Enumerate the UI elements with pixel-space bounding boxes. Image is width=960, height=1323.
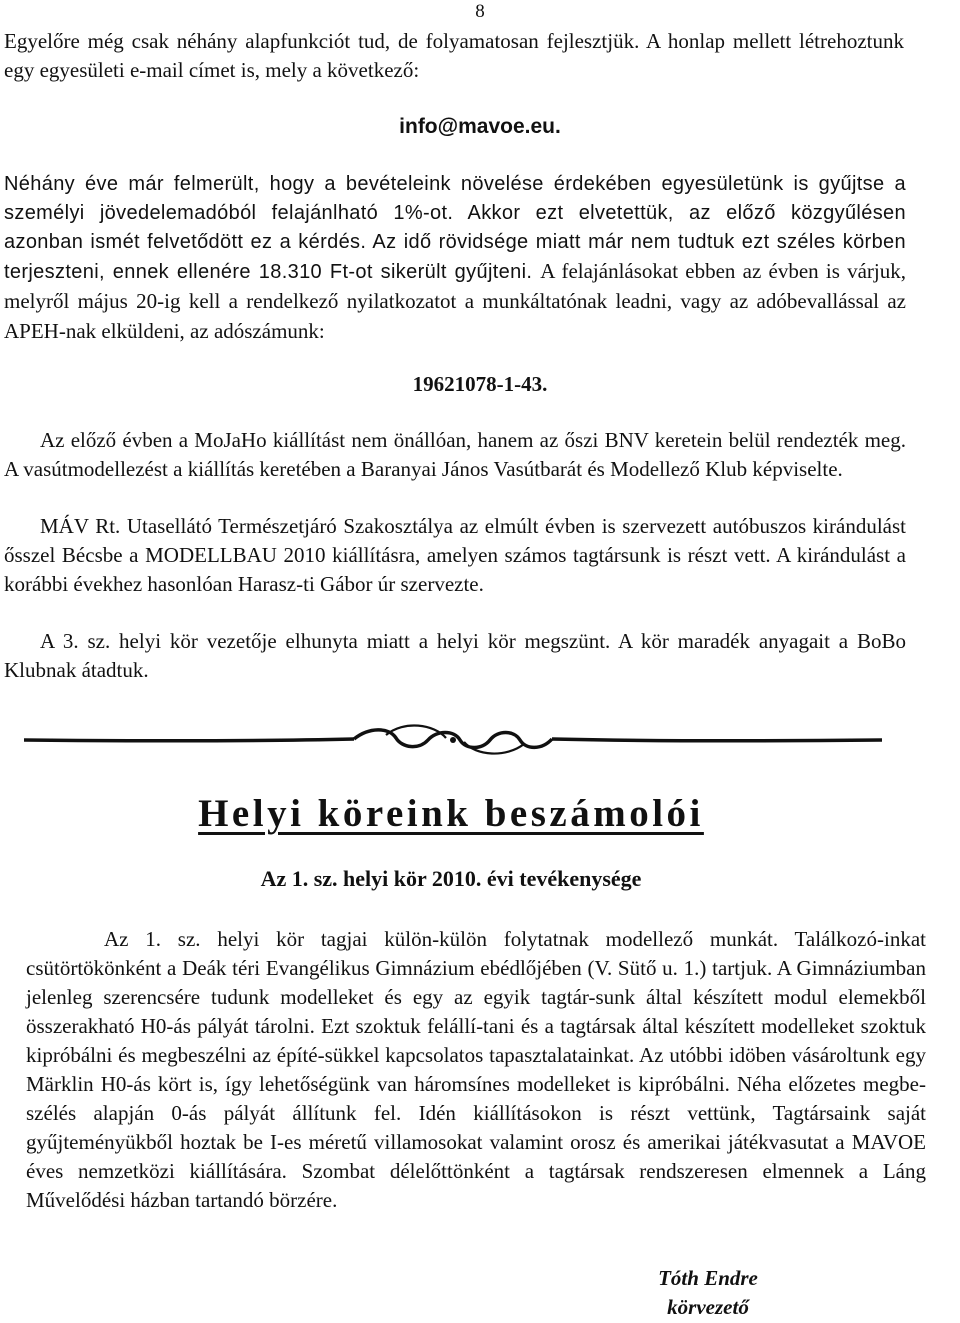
section-title: Helyi köreink beszámolói — [198, 792, 704, 835]
club-paragraph: A 3. sz. helyi kör vezetője elhunyta miatt a helyi kör megszünt. A kör maradék anyagait a BoBo Klubnak átadtuk. — [4, 629, 906, 682]
tax-number: 19621078-1-43. — [412, 372, 548, 396]
page-number: 8 — [475, 1, 485, 22]
signature-role: körvezető — [667, 1295, 749, 1319]
signature-name: Tóth Endre — [658, 1266, 758, 1290]
email-address: info@mavoe.eu. — [399, 115, 561, 138]
intro-paragraph: Egyelőre még csak néhány alapfunkciót tud, de folyamatosan fejlesztjük. A honlap mellett létrehoztunk egy egyesületi e-mail címet is, mely a következő: — [4, 29, 904, 82]
mojaho-paragraph: Az előző évben a MoJaHo kiállítást nem önállóan, hanem az őszi BNV keretein belül rendezték meg. A vasútmodellezést a kiállítás keretében a Baranyai János Vasútbarát és Modellező Klub képviselte. — [4, 428, 906, 481]
tax-paragraph-first: Néhány éve már felmerült, hogy a bevételeink növelése érdekében egyesületünk is gyűjtse a személyi jövedelemadóból felajánlható 1%-ot. Akkor ezt elvetettük, az előző közgyűlésen azonban ismét felvetődött ez a kérdés. Az idő rövidsége miatt már nem tudtuk ezt széles körben terjeszteni, ennek ellenére 18.310 Ft-ot sikerült gyűjteni. — [4, 173, 906, 283]
sub-title: Az 1. sz. helyi kör 2010. évi tevékenysége — [260, 866, 642, 891]
tax-paragraph-second: A felajánlásokat ebben az évben is várjuk, melyről május 20-ig kell a rendelkező nyilatkozatot a munkáltatónak leadni, vagy az adóbevallással az APEH-nak elküldeni, az adószámunk: — [4, 259, 906, 343]
tax-paragraph — [4, 170, 906, 347]
report-paragraph: Az 1. sz. helyi kör tagjai külön-külön folytatnak modellező munkát. Találkozó-inkat csütörtökönként a Deák téri Evangélikus Gimnázium ebédlőjében (V. Sütő u. 1.) tartjuk. A Gimnáziumban jelenleg szerencsére tudunk modelleket és egy az egyik tagtár-sunk által készített modul elemekből összerakható H0-ás pályát tárolni. Ezt szoktuk felállí-tani és a tagtársak által készített modelleket szoktuk kipróbálni és megbeszélni az építé-sükkel kapcsolatos tapasztalatainkat. Az utóbbi idöben vásároltunk egy Märklin H0-ás kört is, így lehetőségünk van háromsínes modelleket is kipróbálni. Néha előzetes megbe-szélés alapján 0-ás pályát állítunk fel. Idén kiállításokon is részt vettünk, Tagtársaink saját gyűjteményükből hoztak be I-es méretű villamosokat valamint orosz és amerikai játékvasutat a MAVOE éves nemzetközi kiállítására. Szombat délelőttönként a tagtársak rendszeresen elmennek a Láng Művelődési házban tartandó börzére. — [26, 927, 926, 1212]
trip-paragraph: MÁV Rt. Utasellátó Természetjáró Szakosztálya az elmúlt évben is szervezett autóbuszos kirándulást ősszel Bécsbe a MODELLBAU 2010 kiállításra, amelyen számos tagtársunk is részt vett. A kirándulást a korábbi évekhez hasonlóan Harasz-ti Gábor úr szervezte. — [4, 514, 906, 596]
decorative-divider — [24, 722, 882, 758]
